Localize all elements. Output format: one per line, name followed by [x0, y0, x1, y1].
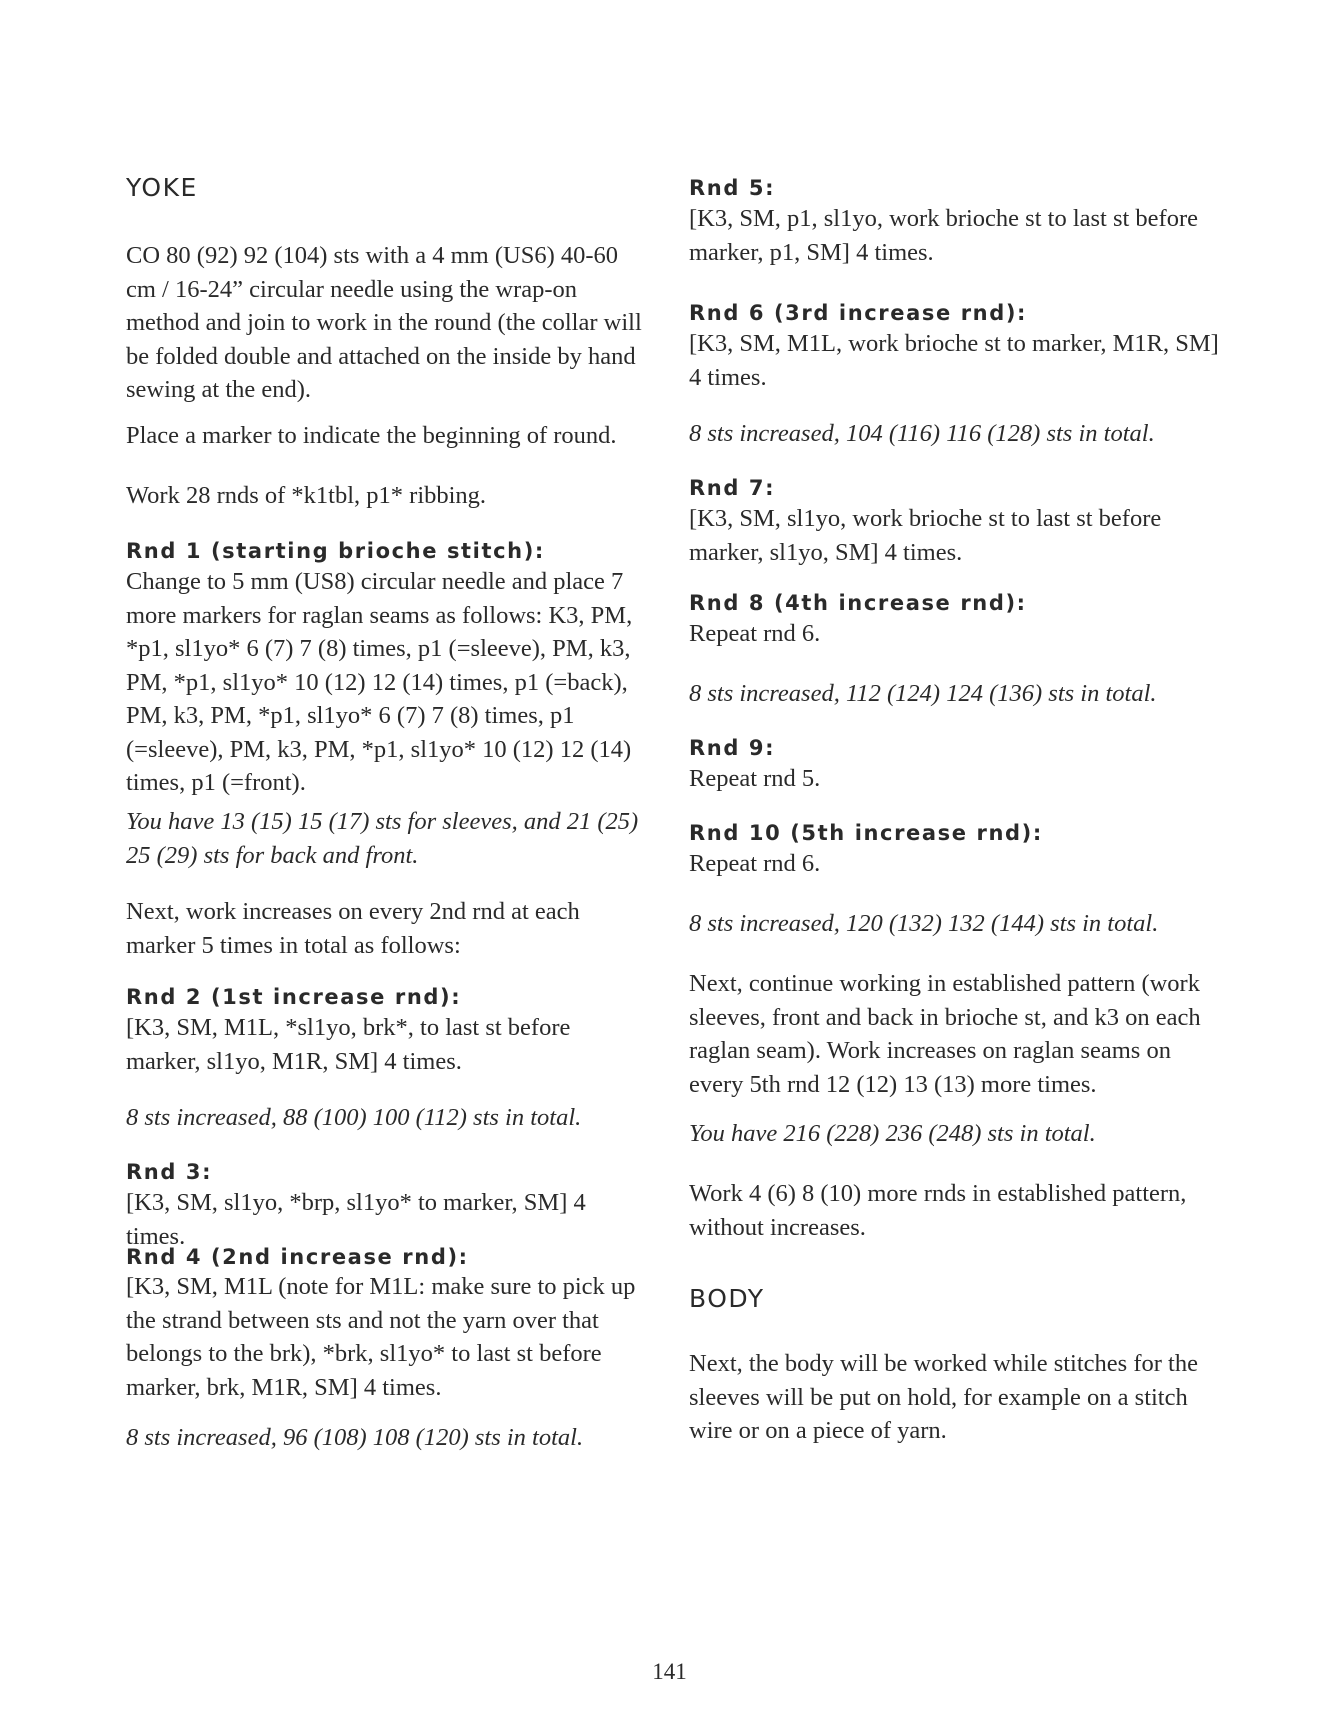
rnd5-text: [K3, SM, p1, sl1yo, work brioche st to last st before marker, p1, SM] 4 times. [689, 205, 1198, 266]
continue-paragraph: Next, continue working in established pattern (work sleeves, front and back in brioche st, and k3 on each raglan seam). Work increases on raglan seams on every 5th rnd 12 (12) 13 (13) more times. [689, 970, 1201, 1098]
rnd3-title: Rnd 3: [126, 1160, 213, 1184]
rnd4-title: Rnd 4 (2nd increase rnd): [126, 1245, 469, 1269]
marker-paragraph: Place a marker to indicate the beginning of round. [126, 422, 617, 449]
rnd4-text: [K3, SM, M1L (note for M1L: make sure to pick up the strand between sts and not the yarn over that belongs to the brk), *brk, sl1yo* to last st before marker, brk, M1R, SM] 4 times. [126, 1273, 636, 1401]
rnd7-text: [K3, SM, sl1yo, work brioche st to last st before marker, sl1yo, SM] 4 times. [689, 505, 1162, 566]
section-heading-yoke: YOKE [126, 173, 198, 202]
rnd10-text: Repeat rnd 6. [689, 850, 821, 877]
rnd7-title: Rnd 7: [689, 476, 776, 500]
rnd4-note: 8 sts increased, 96 (108) 108 (120) sts in total. [126, 1424, 584, 1451]
section-heading-body: BODY [689, 1284, 765, 1313]
more-rnds-paragraph: Work 4 (6) 8 (10) more rnds in established pattern, without increases. [689, 1180, 1187, 1241]
page-number: 141 [652, 1659, 687, 1684]
rnd8-text: Repeat rnd 6. [689, 620, 821, 647]
rnd1-text: Change to 5 mm (US8) circular needle and place 7 more markers for raglan seams as follows: K3, PM, *p1, sl1yo* 6 (7) 7 (8) times, p1 (=sleeve), PM, k3, PM, *p1, sl1yo* 10 (12) 12 (14) times, p1 (=back), PM, k3, PM, *p1, sl1yo* 6 (7) 7 (8) times, p1 (=sleeve), PM, k3, PM, *p1, sl1yo* 10 (12) 12 (14) times, p1 (=front). [126, 568, 633, 796]
rnd6-title: Rnd 6 (3rd increase rnd): [689, 301, 1028, 325]
cast-on-paragraph: CO 80 (92) 92 (104) sts with a 4 mm (US6) 40-60 cm / 16-24” circular needle using the wrap-on method and join to work in the round (the collar will be folded double and attached on the inside by hand sewing at the end). [126, 242, 642, 403]
increases-intro: Next, work increases on every 2nd rnd at each marker 5 times in total as follows: [126, 898, 580, 959]
rnd10-title: Rnd 10 (5th increase rnd): [689, 821, 1043, 845]
rnd10-note: 8 sts increased, 120 (132) 132 (144) sts in total. [689, 910, 1159, 937]
rnd2-text: [K3, SM, M1L, *sl1yo, brk*, to last st before marker, sl1yo, M1R, SM] 4 times. [126, 1014, 571, 1075]
rnd1-title: Rnd 1 (starting brioche stitch): [126, 539, 545, 563]
rnd8-note: 8 sts increased, 112 (124) 124 (136) sts in total. [689, 680, 1157, 707]
ribbing-paragraph: Work 28 rnds of *k1tbl, p1* ribbing. [126, 482, 487, 509]
rnd3-text: [K3, SM, sl1yo, *brp, sl1yo* to marker, SM] 4 times. [126, 1189, 586, 1250]
rnd2-title: Rnd 2 (1st increase rnd): [126, 985, 462, 1009]
rnd2-note: 8 sts increased, 88 (100) 100 (112) sts in total. [126, 1104, 582, 1131]
total-note: You have 216 (228) 236 (248) sts in total. [689, 1120, 1096, 1147]
rnd9-title: Rnd 9: [689, 736, 776, 760]
rnd1-note: You have 13 (15) 15 (17) sts for sleeves, and 21 (25) 25 (29) sts for back and front. [126, 808, 639, 869]
body-paragraph: Next, the body will be worked while stitches for the sleeves will be put on hold, for example on a stitch wire or on a piece of yarn. [689, 1350, 1198, 1444]
rnd6-note: 8 sts increased, 104 (116) 116 (128) sts in total. [689, 420, 1155, 447]
rnd8-title: Rnd 8 (4th increase rnd): [689, 591, 1027, 615]
rnd6-text: [K3, SM, M1L, work brioche st to marker, M1R, SM] 4 times. [689, 330, 1219, 391]
rnd5-title: Rnd 5: [689, 176, 776, 200]
rnd9-text: Repeat rnd 5. [689, 765, 821, 792]
